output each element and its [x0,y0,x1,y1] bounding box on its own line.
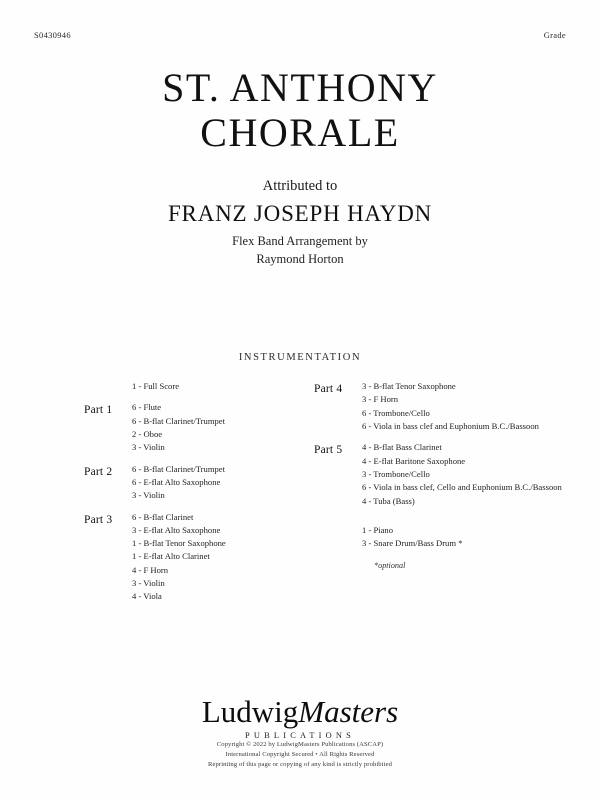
list-item: 1 - Full Score [132,381,180,391]
page-title-line2: CHORALE [200,109,400,155]
page-header [34,30,566,40]
list-item: 1 - E-flat Alto Clarinet [132,551,210,562]
list-item: 6 - Trombone/Cello [362,407,430,418]
list-item: 6 - B-flat Clarinet/Trumpet [132,415,226,426]
part-label: Part 5 [314,444,343,457]
instrumentation-list [84,380,562,612]
composer-name: FRANZ JOSEPH HAYDN [167,200,433,226]
arrangement-label: Flex Band Arrangement by [232,233,368,248]
instrumentation-group [84,380,294,393]
publisher-name [0,694,600,730]
part-lines [132,511,294,604]
instrumentation-left-column [84,380,294,612]
list-item: 6 - B-flat Clarinet/Trumpet [132,463,226,474]
list-item: 3 - Snare Drum/Bass Drum * [362,538,463,549]
page-title-line1: ST. ANTHONY [162,65,438,110]
copyright-notice [0,740,600,770]
part-label: Part 1 [84,404,113,417]
instrumentation-heading-text: INSTRUMENTATION [231,352,369,363]
list-item: 4 - E-flat Baritone Saxophone [362,455,466,466]
arranger-name: Raymond Horton [256,251,344,266]
list-item: 3 - Violin [132,490,165,501]
list-item: 6 - E-flat Alto Saxophone [132,476,221,487]
list-item: 3 - Trombone/Cello [362,468,430,479]
copyright-line-3: Reprinting of this page or copying of any kind is strictly prohibited [208,760,392,768]
part-label: Part 3 [84,513,113,526]
part-lines [132,463,294,503]
part-lines [362,380,539,433]
list-item: 1 - B-flat Tenor Saxophone [132,538,226,549]
part-lines [132,380,294,393]
publisher-subtitle: PUBLICATIONS [245,731,355,740]
list-item: 4 - Viola [132,591,162,602]
instrumentation-right-column [314,380,562,612]
list-item: 3 - E-flat Alto Saxophone [132,524,221,535]
list-item: 3 - B-flat Tenor Saxophone [362,381,456,391]
title-block [0,66,600,267]
grade-label: Grade [543,30,566,40]
list-item: 6 - Flute [132,402,162,413]
copyright-line-1: Copyright © 2022 by LudwigMasters Publications (ASCAP) [216,741,384,748]
list-item: 3 - Violin [132,578,165,589]
instrumentation-heading [0,352,600,363]
instrumentation-extra-group [314,524,524,551]
publisher-logo [0,694,600,740]
instrumentation-group [314,380,539,433]
list-item: 3 - Violin [132,442,165,453]
instrumentation-group [84,463,294,503]
catalog-number: S0430946 [34,30,71,40]
list-item: 6 - Viola in bass clef and Euphonium B.C./Bassoon [362,420,539,431]
part-label: Part 4 [314,383,343,395]
part-lines [362,441,562,508]
list-item: 3 - F Horn [362,394,399,405]
publisher-name-part2: Masters [298,694,399,729]
list-item: 4 - Tuba (Bass) [362,495,415,506]
list-item: 6 - Viola in bass clef, Cello and Euphonium B.C./Bassoon [362,482,562,493]
instrumentation-footnote: *optional [374,561,406,571]
list-item: 2 - Oboe [132,428,163,439]
instrumentation-group [314,441,562,508]
list-item: 4 - F Horn [132,564,169,575]
part-label [84,380,132,381]
part-lines [132,401,294,454]
part-label: Part 2 [84,465,113,478]
publisher-name-part1: Ludwig [201,694,299,729]
instrumentation-group [84,511,294,604]
list-item: 4 - B-flat Bass Clarinet [362,442,442,453]
list-item: 1 - Piano [362,524,394,535]
instrumentation-group [84,401,294,454]
attributed-label: Attributed to [262,177,338,194]
copyright-line-2: International Copyright Secured • All Rights Reserved [225,750,375,758]
list-item: 6 - B-flat Clarinet [132,511,194,522]
